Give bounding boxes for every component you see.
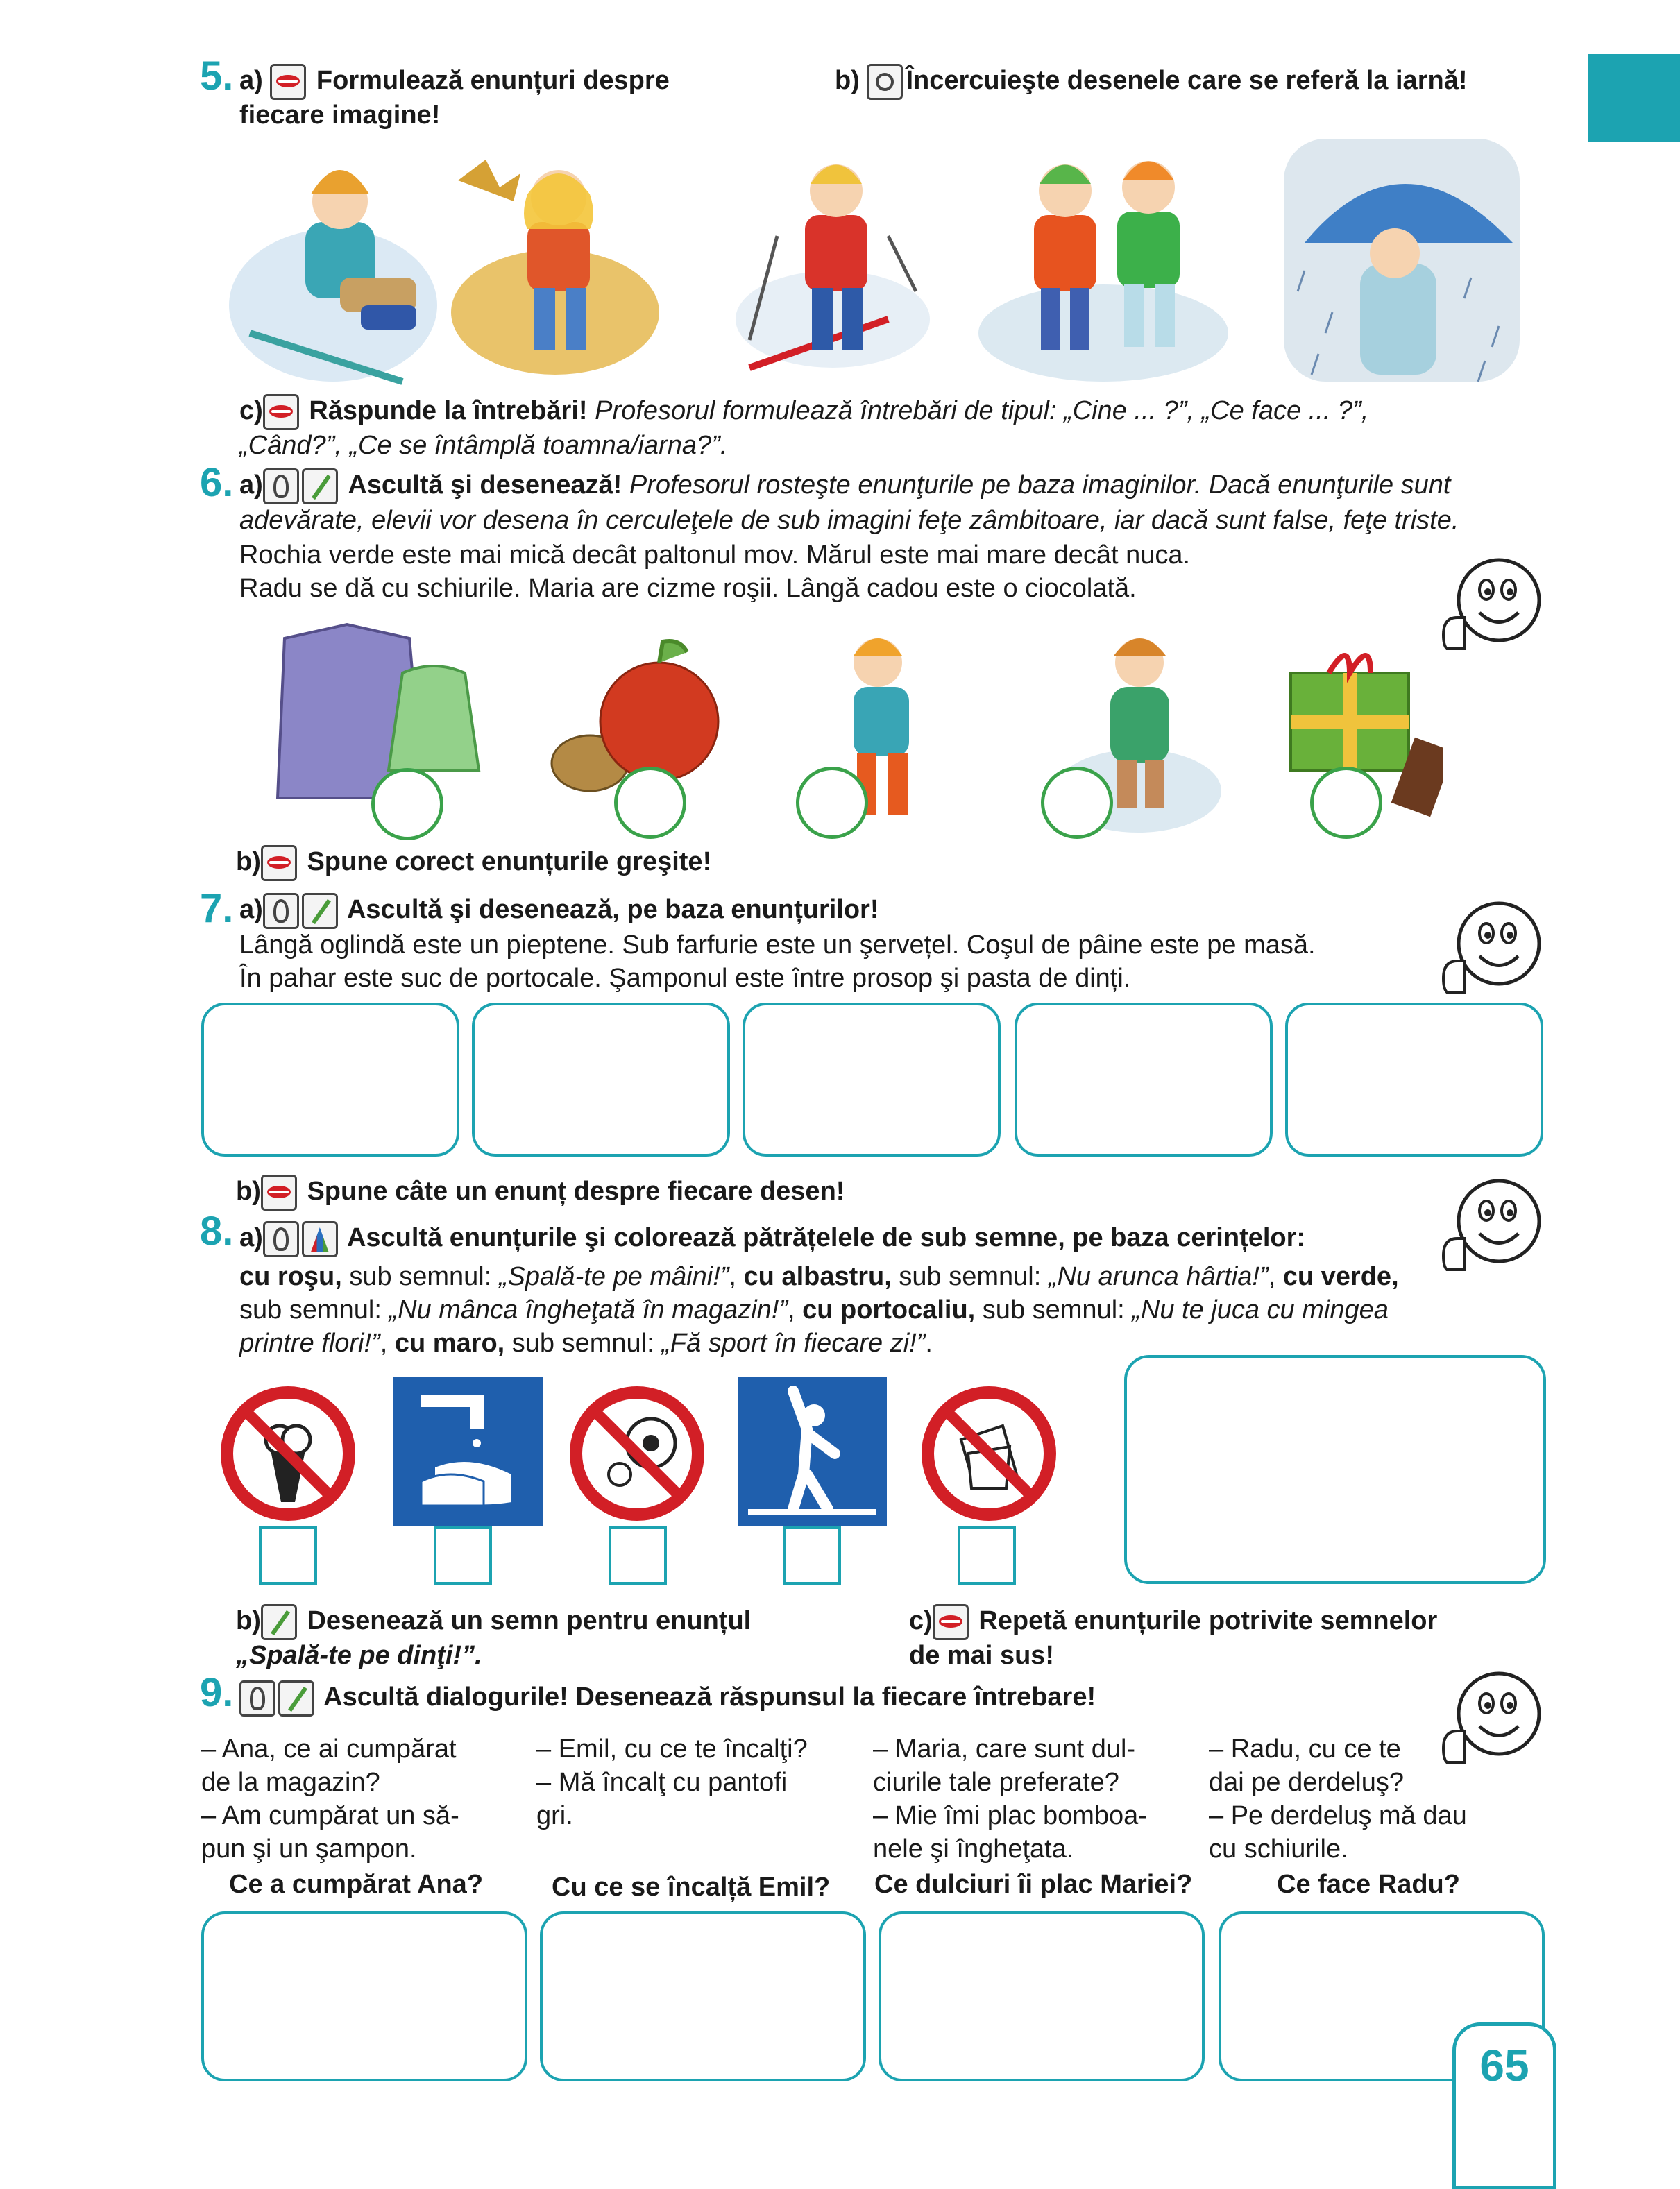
exercise-6-number: 6. <box>200 460 234 505</box>
draw-icon <box>261 1604 297 1640</box>
ex6-b-prefix: b) <box>236 847 261 877</box>
ex5-b-text: Încercuieşte desenele care se referă la iarnă! <box>906 66 1468 96</box>
ex9-title <box>239 1680 1096 1717</box>
ex6-line4: Radu se dă cu schiurile. Maria are cizme roşii. Lângă cadou este o ciocolată. <box>239 574 1137 603</box>
exercise-8-number: 8. <box>200 1209 234 1254</box>
ex7-a-text: Ascultă şi desenează, pe baza enunțurilor! <box>346 895 879 925</box>
ex5-illustrations <box>222 132 1541 389</box>
speak-icon <box>263 394 299 430</box>
color-crayons-icon <box>302 1221 338 1257</box>
ex6-a-text: Profesorul rosteşte enunţurile pe baza imaginilor. Dacă enunţurile sunt <box>629 470 1451 500</box>
no-ball-in-flowers-sign-icon <box>568 1384 706 1523</box>
ex8-b-title <box>236 1604 751 1640</box>
ex8-c-title <box>909 1604 1437 1640</box>
answer-circle-4[interactable] <box>1041 767 1113 839</box>
child-on-sled-picture <box>229 170 437 382</box>
corner-tab <box>1588 54 1680 142</box>
color-square-5[interactable] <box>958 1526 1016 1585</box>
ex8-l1-t2: , <box>729 1262 744 1291</box>
ex8-b-prefix: b) <box>236 1606 261 1636</box>
draw-icon <box>302 468 338 504</box>
child-skiing-picture <box>736 164 930 368</box>
listen-icon <box>263 1221 299 1257</box>
ex8-l2-i2: „Nu te juca cu mingea <box>1132 1295 1389 1325</box>
ex6-a-line2: adevărate, elevii vor desena în cerculeţele de sub imagini feţe zâmbitoare, iar dacă sunt false, feţe triste. <box>239 506 1459 535</box>
dialog-2-line-3: gri. <box>536 1801 573 1830</box>
ex5-a-title <box>239 64 670 100</box>
dialog-4-line-1: – Radu, cu ce te <box>1209 1735 1401 1764</box>
ex8-l3-i1: printre flori!” <box>239 1329 380 1358</box>
ex5-a-prefix: a) <box>239 66 263 96</box>
dialog-4-line-3: – Pe derdeluş mă dau <box>1209 1801 1467 1830</box>
ex7-b-text: Spune câte un enunț despre fiecare desen! <box>307 1177 845 1207</box>
answer-box-ex9-3[interactable] <box>879 1911 1205 2081</box>
ex8-l2-t3: sub semnul: <box>975 1295 1132 1325</box>
color-square-4[interactable] <box>783 1526 841 1585</box>
listen-icon <box>263 893 299 929</box>
answer-circle-2[interactable] <box>614 767 686 839</box>
drawing-box-ex7-1[interactable] <box>201 1003 459 1157</box>
ex5-c-text: Profesorul formulează întrebări de tipul: „Cine ... ?”, „Ce face ... ?”, <box>595 396 1369 426</box>
ex8-c-prefix: c) <box>909 1606 933 1636</box>
ex5-b-prefix: b) <box>835 66 860 96</box>
ex5-c-line1 <box>239 394 1368 430</box>
dialog-2-line-2: – Mă încalţ cu pantofi <box>536 1768 788 1797</box>
ex8-l3-t3: . <box>925 1329 933 1358</box>
child-autumn-leaves-picture <box>451 160 659 375</box>
draw-icon <box>278 1680 314 1717</box>
ex8-c-text: Repetă enunțurile potrivite semnelor <box>978 1606 1438 1636</box>
drawing-box-ex7-2[interactable] <box>472 1003 730 1157</box>
ex8-l3-b1: cu maro, <box>394 1329 505 1358</box>
dialog-3-line-3: – Mie îmi plac bomboa- <box>873 1801 1147 1830</box>
dialog-3-line-2: ciurile tale preferate? <box>873 1768 1119 1797</box>
ex8-l2-i1: „Nu mânca îngheţată în magazin!” <box>389 1295 788 1325</box>
ex7-b-prefix: b) <box>236 1177 261 1207</box>
ex8-a-prefix: a) <box>239 1223 263 1253</box>
ex8-l2-t1: sub semnul: <box>239 1295 389 1325</box>
smiley-thumbs-up-icon <box>1436 895 1541 999</box>
no-littering-sign-icon <box>919 1384 1058 1523</box>
speak-icon <box>270 64 306 100</box>
smiley-thumbs-up-icon <box>1436 1173 1541 1277</box>
ex8-l2-b1: cu portocaliu, <box>802 1295 976 1325</box>
dialog-1-line-3: – Am cumpărat un să- <box>201 1801 459 1830</box>
ex8-line3 <box>239 1327 933 1360</box>
speak-icon <box>261 845 297 881</box>
ex8-l1-t4: , <box>1268 1262 1283 1291</box>
ex5-c-line2: „Când?”, „Ce se întâmplă toamna/iarna?”. <box>239 431 728 460</box>
answer-box-ex9-1[interactable] <box>201 1911 527 2081</box>
ex8-l1-t3: sub semnul: <box>891 1262 1049 1291</box>
do-sport-sign-icon <box>738 1377 887 1526</box>
listen-icon <box>263 468 299 504</box>
ex8-l1-i1: „Spală-te pe mâini!” <box>498 1262 729 1291</box>
no-ice-cream-sign-icon <box>219 1384 357 1523</box>
ex7-line2: În pahar este suc de portocale. Şamponul este între prosop şi pasta de dinți. <box>239 964 1131 993</box>
ex8-c-title-line2: de mai sus! <box>909 1641 1055 1670</box>
encircle-icon <box>867 64 903 100</box>
ex8-l1-b2: cu albastru, <box>743 1262 892 1291</box>
ex8-b-text: Desenează un semn pentru enunțul <box>307 1606 752 1636</box>
color-square-3[interactable] <box>609 1526 667 1585</box>
dialog-3-line-4: nele şi îngheţata. <box>873 1834 1074 1864</box>
drawing-box-ex7-5[interactable] <box>1285 1003 1543 1157</box>
ex6-b-text: Spune corect enunțurile greşite! <box>307 847 712 877</box>
drawing-box-ex7-4[interactable] <box>1015 1003 1273 1157</box>
ex5-c-bold: Răspunde la întrebări! <box>309 396 588 426</box>
dialog-4-line-2: dai pe derdeluş? <box>1209 1768 1404 1797</box>
children-skating-picture <box>978 161 1228 382</box>
ex5-b-title <box>835 64 1467 100</box>
ex8-l1-t1: sub semnul: <box>341 1262 499 1291</box>
exercise-5-number: 5. <box>200 53 234 99</box>
ex8-line1 <box>239 1260 1399 1293</box>
ex7-line1: Lângă oglindă este un pieptene. Sub farfurie este un şervețel. Coşul de pâine este pe masă. <box>239 930 1316 960</box>
dialog-1-line-2: de la magazin? <box>201 1768 380 1797</box>
ex6-b-title <box>236 845 711 881</box>
exercise-9-number: 9. <box>200 1670 234 1715</box>
speak-icon <box>261 1175 297 1211</box>
ex5-a-title-line2: fiecare imagine! <box>239 101 441 130</box>
answer-circle-5[interactable] <box>1310 767 1382 839</box>
child-umbrella-rain-picture <box>1284 139 1520 382</box>
walnut-and-apple-picture <box>552 641 718 791</box>
ex8-l3-t2: sub semnul: <box>504 1329 662 1358</box>
dialog-4-line-4: cu schiurile. <box>1209 1834 1348 1864</box>
question-3: Ce dulciuri îi plac Mariei? <box>874 1870 1193 1899</box>
ex8-l3-t1: , <box>380 1329 395 1358</box>
page-number: 65 <box>1479 2041 1529 2090</box>
ex8-line2 <box>239 1293 1389 1327</box>
ex8-l3-i2: „Fă sport în fiecare zi!” <box>661 1329 926 1358</box>
color-square-1[interactable] <box>259 1526 317 1585</box>
ex7-b-title <box>236 1175 845 1211</box>
color-square-2[interactable] <box>434 1526 492 1585</box>
ex8-a-title <box>239 1221 1305 1257</box>
dialog-1-line-4: pun şi un şampon. <box>201 1834 417 1864</box>
answer-box-ex9-2[interactable] <box>540 1911 866 2081</box>
ex5-c-prefix: c) <box>239 396 263 426</box>
ex7-a-title <box>239 893 879 929</box>
drawing-box-ex7-3[interactable] <box>743 1003 1001 1157</box>
question-4: Ce face Radu? <box>1277 1870 1460 1899</box>
ex8-l1-i2: „Nu arunca hârtia!” <box>1048 1262 1269 1291</box>
draw-icon <box>302 893 338 929</box>
ex6-a-prefix: a) <box>239 470 263 500</box>
listen-icon <box>239 1680 275 1717</box>
dialog-1-line-1: – Ana, ce ai cumpărat <box>201 1735 457 1764</box>
ex6-line3: Rochia verde este mai mică decât paltonul mov. Mărul este mai mare decât nuca. <box>239 540 1191 570</box>
exercise-7-number: 7. <box>200 886 234 931</box>
ex8-l1-b3: cu verde, <box>1282 1262 1399 1291</box>
ex8-a-text: Ascultă enunțurile şi colorează pătrățelele de sub semne, pe baza cerințelor: <box>346 1223 1306 1253</box>
question-2: Cu ce se încalță Emil? <box>552 1873 831 1902</box>
answer-circle-1[interactable] <box>371 768 443 840</box>
answer-circle-3[interactable] <box>796 767 868 839</box>
question-1: Ce a cumpărat Ana? <box>229 1870 484 1899</box>
dialog-3-line-1: – Maria, care sunt dul- <box>873 1735 1136 1764</box>
ex5-a-text: Formulează enunțuri despre <box>316 66 670 96</box>
speak-icon <box>933 1604 969 1640</box>
ex6-a-bold: Ascultă şi desenează! <box>348 470 622 500</box>
ex9-text: Ascultă dialogurile! Desenează răspunsul la fiecare întrebare! <box>323 1683 1096 1712</box>
smiley-thumbs-up-icon <box>1436 1665 1541 1769</box>
wash-hands-sign-icon <box>393 1377 543 1526</box>
smiley-thumbs-up-icon <box>1436 552 1541 656</box>
ex7-a-prefix: a) <box>239 895 263 925</box>
ex8-b-title-line2: „Spală-te pe dinţi!”. <box>236 1641 482 1670</box>
dialog-2-line-1: – Emil, cu ce te încalţi? <box>536 1735 808 1764</box>
ex6-a-line1 <box>239 468 1450 504</box>
sign-drawing-box[interactable] <box>1124 1355 1546 1584</box>
coat-and-dress-picture <box>278 624 479 798</box>
ex8-l1-b1: cu roşu, <box>239 1262 342 1291</box>
ex8-l2-t2: , <box>787 1295 803 1325</box>
